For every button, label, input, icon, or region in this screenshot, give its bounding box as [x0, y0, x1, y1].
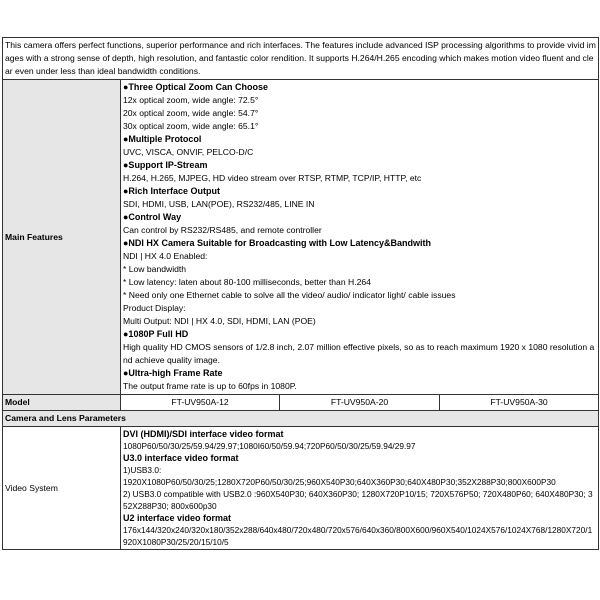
- feature-line: 30x optical zoom, wide angle: 65.1°: [123, 121, 259, 131]
- top-margin: [0, 0, 600, 30]
- main-features-content: [121, 80, 599, 395]
- model-row: [3, 395, 599, 411]
- feature-line: 20x optical zoom, wide angle: 54.7°: [123, 108, 259, 118]
- feature-title: ●Ultra-high Frame Rate: [123, 368, 223, 378]
- feature-line: H.264, H.265, MJPEG, HD video stream over RTSP, RTMP, TCP/IP, HTTP, etc: [123, 173, 422, 183]
- feature-line: UVC, VISCA, ONVIF, PELCO-D/C: [123, 147, 254, 157]
- video-format-line: 2) USB3.0 compatible with USB2.0 :960X540P30; 640X360P30; 1280X720P10/15; 720X576P50; 720X480P60; 640X480P30; 352X288P30; 800x600p30: [123, 489, 593, 511]
- video-format-title: U3.0 interface video format: [123, 453, 239, 463]
- feature-line: 12x optical zoom, wide angle: 72.5°: [123, 95, 259, 105]
- feature-line: * Low latency: laten about 80-100 milliseconds, better than H.264: [123, 277, 371, 287]
- feature-line: Product Display:: [123, 303, 186, 313]
- intro-row: [3, 38, 599, 80]
- feature-line: SDI, HDMI, USB, LAN(POE), RS232/485, LINE IN: [123, 199, 315, 209]
- video-format-line: 1920X1080P60/50/30/25;1280X720P60/50/30/25;960X540P30;640X360P30;640X480P30;352X288P30;800X600P30: [123, 477, 556, 487]
- video-format-line: 1)USB3.0:: [123, 465, 162, 475]
- video-system-label: Video System: [3, 427, 121, 550]
- feature-line: NDI | HX 4.0 Enabled:: [123, 251, 208, 261]
- feature-title: ●Support IP-Stream: [123, 160, 208, 170]
- spec-table: [2, 37, 599, 550]
- feature-line: * Need only one Ethernet cable to solve all the video/ audio/ indicator light/ cable issues: [123, 290, 456, 300]
- camera-section-heading: Camera and Lens Parameters: [3, 411, 599, 427]
- video-system-row: [3, 427, 599, 550]
- video-format-line: 176x144/320x240/320x180/352x288/640x480/720x480/720x576/640x360/800X600/960X540/1024X576/1024X768/1280X720/1920X1080P30/25/20/15/10/5: [123, 525, 593, 547]
- video-format-line: 1080P60/50/30/25/59.94/29.97;1080I60/50/59.94;720P60/50/30/25/59.94/29.97: [123, 441, 416, 451]
- feature-title: ●Rich Interface Output: [123, 186, 220, 196]
- feature-title: ●Control Way: [123, 212, 182, 222]
- feature-title: ●NDI HX Camera Suitable for Broadcasting with Low Latency&Bandwith: [123, 238, 431, 248]
- main-features-label: Main Features: [3, 80, 121, 395]
- feature-line: High quality HD CMOS sensors of 1/2.8 inch, 2.07 million effective pixels, so as to reach maximum 1920 x 1080 resolution and achieve quality image.: [123, 342, 595, 365]
- intro-text: This camera offers perfect functions, superior performance and rich interfaces. The features include advanced ISP processing algorithms to provide vivid images with a strong sense of depth, high resolution, and fantastic color rendition. It supports H.264/H.265 encoding which makes motion video fluent and clear even under less than ideal bandwidth conditions.: [3, 38, 599, 80]
- model-label: Model: [3, 395, 121, 411]
- feature-line: Can control by RS232/RS485, and remote controller: [123, 225, 322, 235]
- main-features-row: [3, 80, 599, 395]
- video-format-title: U2 interface video format: [123, 513, 232, 523]
- feature-title: ●Three Optical Zoom Can Choose: [123, 82, 268, 92]
- feature-line: * Low bandwidth: [123, 264, 187, 274]
- feature-line: Multi Output: NDI | HX 4.0, SDI, HDMI, LAN (POE): [123, 316, 316, 326]
- model-value-30: FT-UV950A-30: [440, 395, 599, 411]
- video-system-content: [121, 427, 599, 550]
- model-value-12: FT-UV950A-12: [121, 395, 280, 411]
- video-format-title: DVI (HDMI)/SDI interface video format: [123, 429, 284, 439]
- feature-line: The output frame rate is up to 60fps in 1080P.: [123, 381, 297, 391]
- camera-section-row: [3, 411, 599, 427]
- feature-title: ●1080P Full HD: [123, 329, 189, 339]
- model-value-20: FT-UV950A-20: [280, 395, 440, 411]
- feature-title: ●Multiple Protocol: [123, 134, 202, 144]
